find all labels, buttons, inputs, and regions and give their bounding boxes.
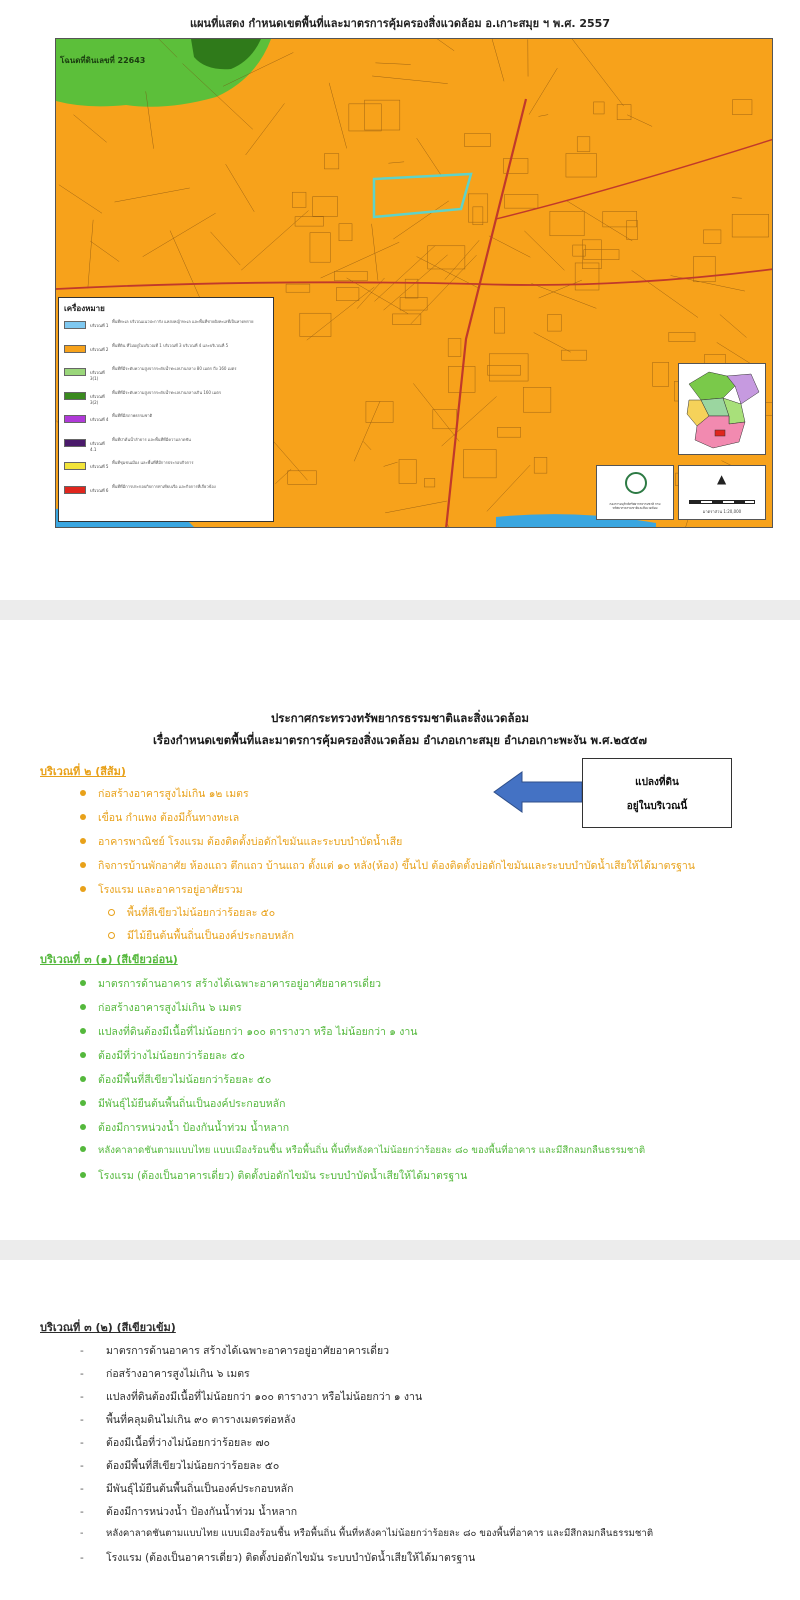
legend-text: พื้นที่ดิน ที่ไม่อยู่ในบริเวณที่ 1 บริเวณที่ 3 บริเวณที่ 4 และบริเวณที่ 5 bbox=[112, 342, 229, 348]
list-item-text: โรงแรม (ต้องเป็นอาคารเดี่ยว) ติดตั้งบ่อดักไขมัน ระบบบำบัดน้ำเสียให้ได้มาตรฐาน bbox=[98, 1170, 468, 1182]
list-item bbox=[80, 881, 243, 898]
list-item-text: หลังคาลาดชันตามแบบไทย แบบเมืองร้อนชื้น หรือพื้นถิ่น พื้นที่หลังคาไม่น้อยกว่าร้อยละ ๘๐ ของพื้นที่อาคาร และมีสีกลมกลืนธรรมชาติ bbox=[98, 1145, 646, 1156]
legend-code: บริเวณที่ 4.1 bbox=[90, 440, 105, 452]
map-legend bbox=[58, 297, 274, 522]
page-separator bbox=[0, 600, 800, 620]
list-item-text: อาคารพาณิชย์ โรงแรม ต้องติดตั้งบ่อดักไขมันและระบบบำบัดน้ำเสีย bbox=[98, 836, 403, 848]
list-item: - ต้องมีการหน่วงน้ำ ป้องกันน้ำท่วม น้ำหลาก bbox=[80, 1506, 298, 1518]
list-item-text: มีพันธุ์ไม้ยืนต้นพื้นถิ่นเป็นองค์ประกอบหลัก bbox=[106, 1483, 294, 1495]
list-item-text: ต้องมีพื้นที่สีเขียวไม่น้อยกว่าร้อยละ ๕๐ bbox=[98, 1074, 272, 1086]
zone-3-1-heading: บริเวณที่ ๓ (๑) (สีเขียวอ่อน) bbox=[40, 953, 178, 966]
legend-code: บริเวณที่ 4 bbox=[90, 417, 109, 422]
zone-3-2-heading: บริเวณที่ ๓ (๒) (สีเขียวเข้ม) bbox=[40, 1321, 176, 1334]
declaration-subtitle: เรื่องกำหนดเขตพื้นที่และมาตรการคุ้มครองสิ่งแวดล้อม อำเภอเกาะสมุย อำเภอเกาะพะงัน พ.ศ.๒๕๕๗ bbox=[152, 733, 648, 747]
legend-row bbox=[64, 343, 268, 367]
callout-arrow-icon bbox=[492, 770, 584, 814]
north-arrow-icon: ▲ bbox=[717, 472, 727, 486]
list-item: - โรงแรม (ต้องเป็นอาคารเดี่ยว) ติดตั้งบ่อดักไขมัน ระบบบำบัดน้ำเสียให้ได้มาตรฐาน bbox=[80, 1552, 476, 1564]
legend-code: บริเวณที่ 3(1) bbox=[90, 370, 105, 381]
legend-code: บริเวณที่ 5 bbox=[90, 464, 109, 469]
callout-line-2: อยู่ในบริเวณนี้ bbox=[626, 801, 688, 812]
list-item bbox=[80, 1023, 417, 1040]
list-item bbox=[80, 785, 249, 802]
legend-swatch bbox=[64, 321, 86, 329]
zone-2-heading: บริเวณที่ ๒ (สีส้ม) bbox=[40, 765, 126, 778]
legend-text: พื้นที่ทะเล บริเวณแนวปะการัง แหล่งหญ้าทะเล และพื้นที่ชายฝั่งทะเลที่เป็นหาดทราย bbox=[112, 319, 254, 324]
legend-swatch bbox=[64, 486, 86, 494]
list-item bbox=[80, 1167, 467, 1184]
list-item: - มีพันธุ์ไม้ยืนต้นพื้นถิ่นเป็นองค์ประกอบหลัก bbox=[80, 1483, 294, 1495]
list-item: - หลังคาลาดชันตามแบบไทย แบบเมืองร้อนชื้น หรือพื้นถิ่น พื้นที่หลังคาไม่น้อยกว่าร้อยละ ๘๐ ของพื้นที่อาคาร และมีสีกลมกลืนธรรมชาติ bbox=[80, 1528, 654, 1539]
legend-code: บริเวณที่ 6 bbox=[90, 487, 109, 493]
list-item: - พื้นที่คลุมดินไม่เกิน ๙๐ ตารางเมตรต่อหลัง bbox=[80, 1414, 296, 1426]
list-item-text: โรงแรม และอาคารอยู่อาศัยรวม bbox=[98, 884, 243, 896]
list-item-text: เขื่อน กำแพง ต้องมีกั้นทางทะเล bbox=[98, 812, 240, 824]
legend-row bbox=[64, 366, 268, 390]
legend-text: พื้นที่ชุมชนเมือง และพื้นที่ที่มีการประกอบกิจการ bbox=[112, 460, 194, 465]
list-item bbox=[80, 1071, 271, 1088]
list-item: - มาตรการด้านอาคาร สร้างได้เฉพาะอาคารอยู่อาศัยอาคารเดี่ยว bbox=[80, 1345, 389, 1357]
legend-swatch bbox=[64, 415, 86, 423]
legend-row bbox=[64, 484, 268, 508]
list-item bbox=[80, 857, 695, 874]
sub-list-item-text: มีไม้ยืนต้นพื้นถิ่นเป็นองค์ประกอบหลัก bbox=[127, 930, 294, 942]
list-item-text: โรงแรม (ต้องเป็นอาคารเดี่ยว) ติดตั้งบ่อดักไขมัน ระบบบำบัดน้ำเสียให้ได้มาตรฐาน bbox=[106, 1552, 476, 1564]
agency-block bbox=[596, 465, 674, 520]
scale-bar bbox=[689, 500, 755, 504]
legend-code: บริเวณที่ 1 bbox=[90, 323, 109, 328]
list-item-text: ต้องมีเนื้อที่ว่างไม่น้อยกว่าร้อยละ ๗๐ bbox=[106, 1437, 270, 1449]
list-item-text: กิจการบ้านพักอาศัย ห้องแถว ตึกแถว บ้านแถว ตั้งแต่ ๑๐ หลัง(ห้อง) ขึ้นไป ต้องติดตั้งบ่อดักไขมันและระบบบำบัดน้ำเสียให้ได้มาตรฐาน bbox=[98, 860, 695, 872]
legend-row bbox=[64, 437, 268, 461]
page-separator bbox=[0, 1240, 800, 1260]
sub-list-item-text: พื้นที่สีเขียวไม่น้อยกว่าร้อยละ ๕๐ bbox=[127, 907, 276, 919]
legend-text: พื้นที่ป่าต้นน้ำลำธาร และพื้นที่ที่มีความลาดชัน bbox=[112, 436, 191, 442]
list-item-text: หลังคาลาดชันตามแบบไทย แบบเมืองร้อนชื้น หรือพื้นถิ่น พื้นที่หลังคาไม่น้อยกว่าร้อยละ ๘๐ ของพื้นที่อาคาร และมีสีกลมกลืนธรรมชาติ bbox=[106, 1528, 654, 1539]
callout-line-1: แปลงที่ดิน bbox=[635, 777, 679, 788]
legend-text: พื้นที่ที่มีการประกอบกิจการท่าเทียบเรือ และกิจการที่เกี่ยวข้อง bbox=[112, 483, 216, 489]
agency-name: กองการอนุรักษ์ทรัพยากรธรรมชาติ กรมทรัพยากรธรรมชาติและสิ่งแวดล้อม bbox=[609, 502, 661, 510]
map-page bbox=[0, 0, 800, 600]
sub-list-item bbox=[108, 927, 294, 944]
scale-block bbox=[678, 465, 766, 520]
list-item-text: มาตรการด้านอาคาร สร้างได้เฉพาะอาคารอยู่อาศัยอาคารเดี่ยว bbox=[98, 978, 381, 990]
list-item-text: ต้องมีพื้นที่สีเขียวไม่น้อยกว่าร้อยละ ๕๐ bbox=[106, 1460, 280, 1472]
inset-map-canvas bbox=[679, 364, 765, 454]
title-deed-label: โฉนดที่ดินเลขที่ 22643 bbox=[60, 56, 146, 65]
list-item-text: ต้องมีการหน่วงน้ำ ป้องกันน้ำท่วม น้ำหลาก bbox=[98, 1122, 290, 1134]
legend-swatch bbox=[64, 368, 86, 376]
list-item: - ก่อสร้างอาคารสูงไม่เกิน ๖ เมตร bbox=[80, 1368, 250, 1380]
legend-swatch bbox=[64, 392, 86, 400]
agency-seal-icon bbox=[625, 472, 647, 494]
legend-text: พื้นที่ที่มีสภาพธรรมชาติ bbox=[112, 413, 153, 418]
legend-text: พื้นที่ที่มีระดับความสูงจากระดับน้ำทะเลปานกลาง 80 เมตร ถึง 160 เมตร bbox=[112, 366, 237, 371]
list-item-text: ก่อสร้างอาคารสูงไม่เกิน ๑๒ เมตร bbox=[98, 788, 249, 800]
legend-row bbox=[64, 413, 268, 437]
list-item bbox=[80, 833, 402, 850]
list-item-text: ต้องมีที่ว่างไม่น้อยกว่าร้อยละ ๕๐ bbox=[98, 1050, 245, 1062]
legend-title: เครื่องหมาย bbox=[64, 304, 105, 313]
list-item-text: แปลงที่ดินต้องมีเนื้อที่ไม่น้อยกว่า ๑๐๐ ตารางวา หรือไม่น้อยกว่า ๑ งาน bbox=[106, 1391, 423, 1403]
legend-code: บริเวณที่ 3(2) bbox=[90, 393, 105, 405]
list-item-text: ก่อสร้างอาคารสูงไม่เกิน ๖ เมตร bbox=[106, 1368, 250, 1380]
list-item bbox=[80, 1047, 245, 1064]
legend-row bbox=[64, 390, 268, 414]
list-item: - ต้องมีเนื้อที่ว่างไม่น้อยกว่าร้อยละ ๗๐ bbox=[80, 1437, 270, 1449]
legend-text: พื้นที่ที่มีระดับความสูงจากระดับน้ำทะเลปานกลางเกิน 160 เมตร bbox=[112, 389, 221, 395]
map-title: แผนที่แสดง กำหนดเขตพื้นที่และมาตรการคุ้มครองสิ่งแวดล้อม อ.เกาะสมุย ฯ พ.ศ. 2557 bbox=[190, 17, 610, 30]
zoning-map bbox=[55, 38, 773, 528]
legend-row bbox=[64, 460, 268, 484]
legend-swatch bbox=[64, 345, 86, 353]
list-item-text: มีพันธุ์ไม้ยืนต้นพื้นถิ่นเป็นองค์ประกอบหลัก bbox=[98, 1098, 286, 1110]
scale-text: มาตราส่วน 1:20,000 bbox=[702, 509, 742, 514]
legend-swatch bbox=[64, 439, 86, 447]
list-item-text: ต้องมีการหน่วงน้ำ ป้องกันน้ำท่วม น้ำหลาก bbox=[106, 1506, 298, 1518]
list-item-text: พื้นที่คลุมดินไม่เกิน ๙๐ ตารางเมตรต่อหลัง bbox=[106, 1414, 296, 1426]
list-item-text: มาตรการด้านอาคาร สร้างได้เฉพาะอาคารอยู่อาศัยอาคารเดี่ยว bbox=[106, 1345, 389, 1357]
list-item: - แปลงที่ดินต้องมีเนื้อที่ไม่น้อยกว่า ๑๐๐ ตารางวา หรือไม่น้อยกว่า ๑ งาน bbox=[80, 1391, 423, 1403]
list-item bbox=[80, 1143, 645, 1158]
list-item bbox=[80, 1119, 289, 1136]
list-item-text: แปลงที่ดินต้องมีเนื้อที่ไม่น้อยกว่า ๑๐๐ ตารางวา หรือ ไม่น้อยกว่า ๑ งาน bbox=[98, 1026, 418, 1038]
sub-list-item bbox=[108, 904, 275, 921]
inset-locator-map bbox=[678, 363, 766, 455]
legend-code: บริเวณที่ 2 bbox=[90, 346, 109, 352]
legend-row bbox=[64, 319, 268, 343]
declaration-title: ประกาศกระทรวงทรัพยากรธรรมชาติและสิ่งแวดล้อม bbox=[270, 711, 530, 725]
callout-box bbox=[582, 758, 732, 828]
legend-swatch bbox=[64, 462, 86, 470]
list-item bbox=[80, 809, 239, 826]
list-item-text: ก่อสร้างอาคารสูงไม่เกิน ๖ เมตร bbox=[98, 1002, 242, 1014]
list-item bbox=[80, 975, 381, 992]
list-item bbox=[80, 1095, 285, 1112]
list-item bbox=[80, 999, 242, 1016]
list-item: - ต้องมีพื้นที่สีเขียวไม่น้อยกว่าร้อยละ ๕๐ bbox=[80, 1460, 280, 1472]
